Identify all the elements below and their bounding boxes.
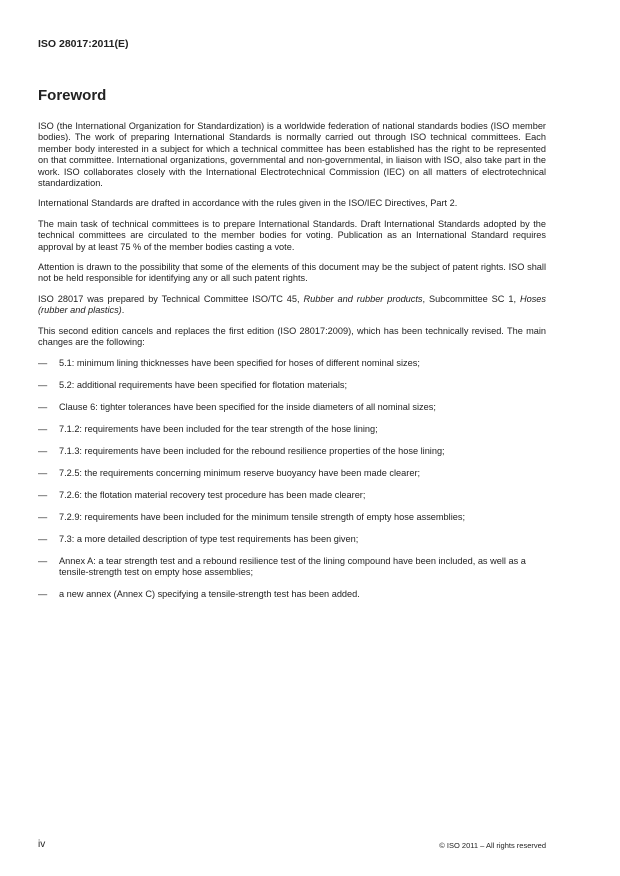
paragraph-iso-intro: ISO (the International Organization for Standardization) is a worldwide federation of national standards bodies (ISO member bodies). The work of preparing International Standards is normally carried out through ISO technical committees. Each member body interested in a subject for which a technical committee has been established has the right to be represented on that committee. International organizations, governmental and non-governmental, in liaison with ISO, also take part in the work. ISO collaborates closely with the International Electrotechnical Commission (IEC) on all matters of electrotechnical standardization.	[38, 121, 546, 189]
dash-bullet: —	[38, 423, 48, 434]
list-item-text: 7.1.3: requirements have been included for the rebound resilience properties of the hose lining;	[59, 445, 445, 456]
paragraph-second-edition: This second edition cancels and replaces the first edition (ISO 28017:2009), which has been technically revised. The main changes are the following:	[38, 325, 546, 348]
paragraph-prepared-by	[38, 294, 546, 317]
list-item	[38, 556, 546, 579]
list-item	[38, 424, 546, 435]
page-title: Foreword	[38, 87, 107, 104]
dash-bullet: —	[38, 401, 48, 412]
list-item-text: 7.3: a more detailed description of type test requirements has been given;	[59, 533, 359, 544]
document-id-header: ISO 28017:2011(E)	[38, 38, 129, 50]
paragraph-directives: International Standards are drafted in accordance with the rules given in the ISO/IEC Directives, Part 2.	[38, 198, 458, 209]
main-changes-list	[38, 358, 546, 601]
prepared-by-text: , Subcommittee SC 1,	[422, 293, 520, 304]
list-item	[38, 512, 546, 523]
list-item-text: 5.1: minimum lining thicknesses have been specified for hoses of different nominal sizes;	[59, 357, 420, 368]
list-item	[38, 358, 546, 369]
list-item	[38, 380, 546, 391]
subcommittee-title: Hoses (rubber and plastics)	[38, 293, 546, 316]
prepared-by-text: ISO 28017 was prepared by Technical Committee ISO/TC 45,	[38, 293, 304, 304]
list-item	[38, 468, 546, 479]
prepared-by-text: .	[121, 305, 125, 316]
dash-bullet: —	[38, 379, 48, 390]
dash-bullet: —	[38, 533, 48, 544]
list-item	[38, 490, 546, 501]
list-item-text: 7.2.9: requirements have been included for the minimum tensile strength of empty hose assemblies;	[59, 511, 465, 522]
page-number: iv	[38, 839, 46, 850]
list-item-text: a new annex (Annex C) specifying a tensile-strength test has been added.	[59, 588, 360, 599]
list-item-text: Annex A: a tear strength test and a rebound resilience test of the lining compound have been included, as well as a tensile-strength test on empty hose assemblies;	[59, 555, 526, 577]
list-item-text: 5.2: additional requirements have been specified for flotation materials;	[59, 379, 348, 390]
dash-bullet: —	[38, 467, 48, 478]
committee-title: Rubber and rubber products	[303, 293, 423, 304]
list-item-text: 7.2.6: the flotation material recovery test procedure has been made clearer;	[59, 489, 366, 500]
list-item-text: 7.1.2: requirements have been included for the tear strength of the hose lining;	[59, 423, 378, 434]
dash-bullet: —	[38, 489, 48, 500]
list-item	[38, 534, 546, 545]
dash-bullet: —	[38, 357, 48, 368]
foreword-body	[38, 121, 546, 611]
paragraph-patent-rights: Attention is drawn to the possibility that some of the elements of this document may be the subject of patent rights. ISO shall not be held responsible for identifying any or all such patent rights.	[38, 262, 546, 284]
list-item	[38, 446, 546, 457]
list-item	[38, 589, 546, 600]
dash-bullet: —	[38, 445, 48, 456]
paragraph-technical-committees: The main task of technical committees is to prepare International Standards. Draft International Standards adopted by the technical committees are circulated to the member bodies for voting. Publication as an International Standard requires approval by at least 75 % of the member bodies casting a vote.	[38, 218, 546, 252]
dash-bullet: —	[38, 511, 48, 522]
copyright-notice: © ISO 2011 – All rights reserved	[439, 841, 546, 850]
list-item	[38, 402, 546, 413]
dash-bullet: —	[38, 555, 48, 566]
dash-bullet: —	[38, 588, 48, 599]
list-item-text: 7.2.5: the requirements concerning minimum reserve buoyancy have been made clearer;	[59, 467, 421, 478]
list-item-text: Clause 6: tighter tolerances have been specified for the inside diameters of all nominal sizes;	[59, 401, 436, 412]
